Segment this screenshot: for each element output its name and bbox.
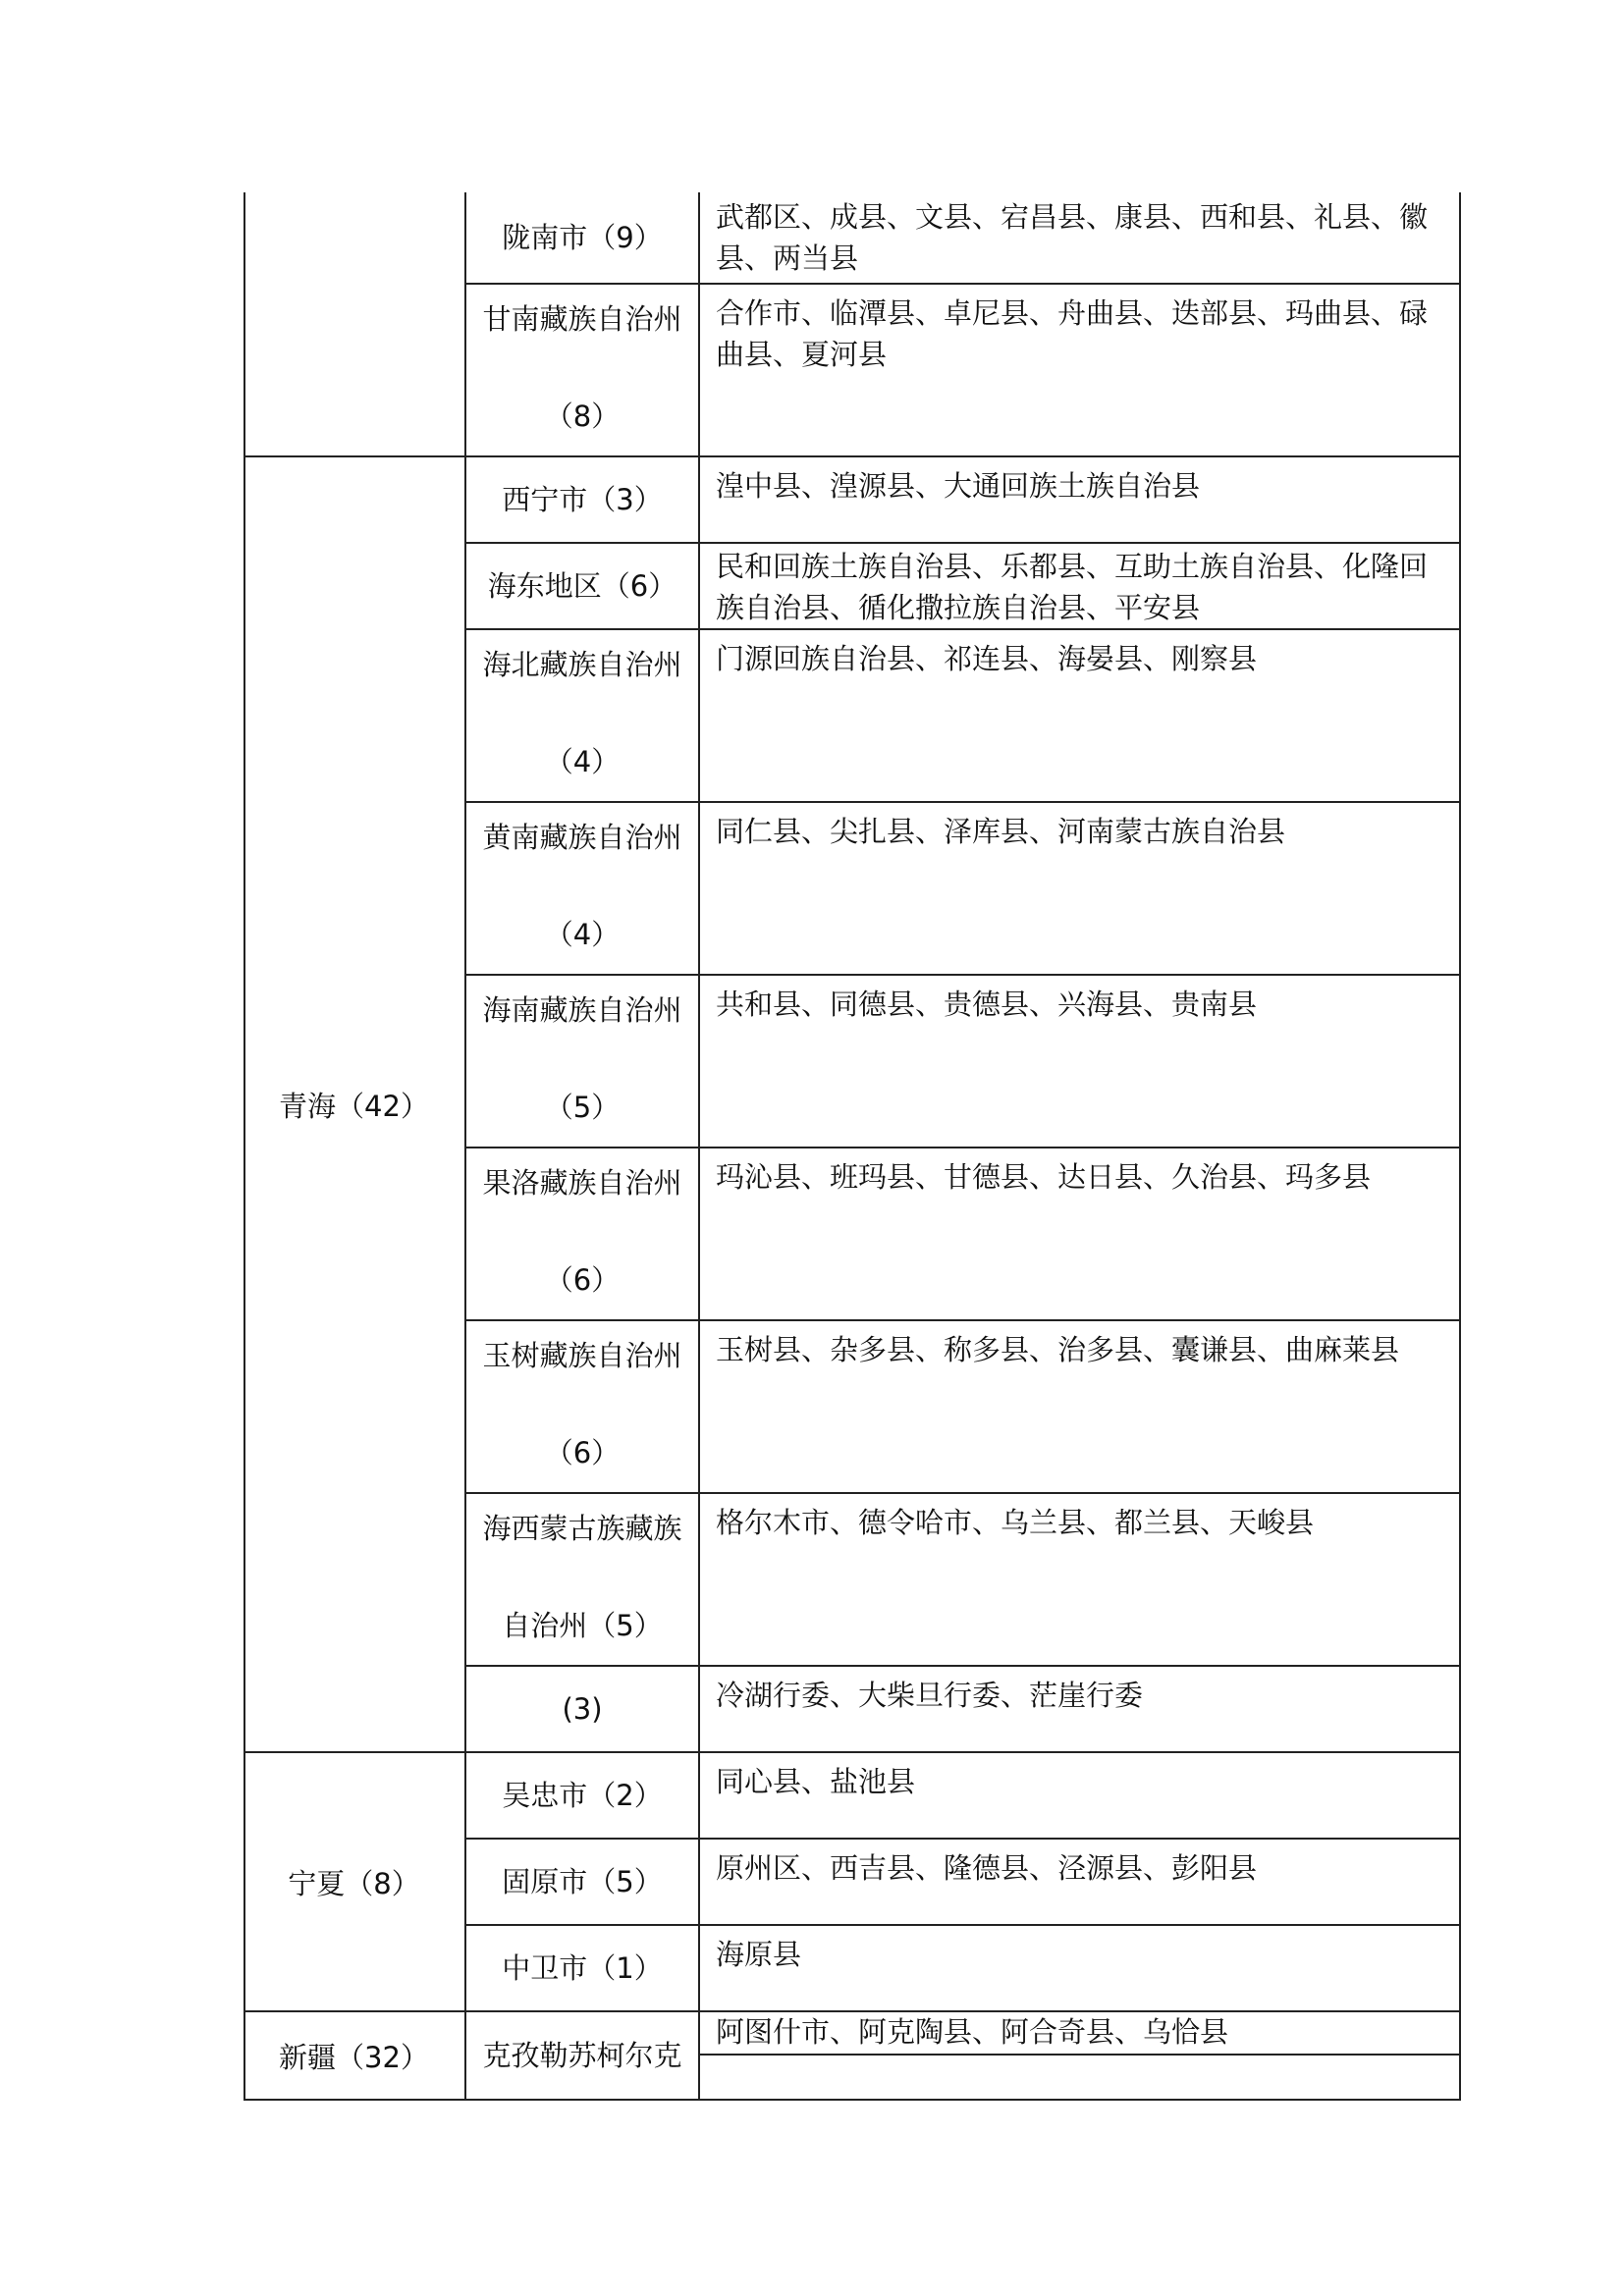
city-name: 玉树藏族自治州 xyxy=(482,1339,682,1372)
city-name: 克孜勒苏柯尔克 xyxy=(482,2038,682,2072)
city-count: （5） xyxy=(544,1091,621,1125)
counties-cell xyxy=(700,192,1459,283)
city-count: （4） xyxy=(544,745,621,779)
province-label: 青海（42） xyxy=(279,1089,429,1123)
county-list: 湟中县、湟源县、大通回族土族自治县 xyxy=(716,469,1201,503)
city-name: 海东地区（6） xyxy=(487,568,677,603)
city-cell xyxy=(466,1667,698,1751)
city-cell xyxy=(466,1148,698,1319)
county-list: 武都区、成县、文县、宕昌县、康县、西和县、礼县、徽县、两当县 xyxy=(716,200,1429,275)
county-list: 同仁县、尖扎县、泽库县、河南蒙古族自治县 xyxy=(716,815,1286,848)
city-cell xyxy=(466,1926,698,2010)
city-count: （6） xyxy=(544,1436,621,1470)
city-name: 吴忠市（2） xyxy=(502,1778,663,1812)
province-cell-ningxia xyxy=(244,1753,464,2010)
city-name: 海西蒙古族藏族 xyxy=(482,1512,682,1545)
city-cell xyxy=(466,285,698,455)
city-cell xyxy=(466,457,698,542)
city-name: 陇南市（9） xyxy=(502,220,663,254)
city-cell xyxy=(466,976,698,1147)
county-list: 民和回族土族自治县、乐都县、互助土族自治县、化隆回族自治县、循化撒拉族自治县、平安县 xyxy=(716,550,1429,624)
counties-cell xyxy=(700,1494,1459,1665)
counties-cell xyxy=(700,1753,1459,1838)
province-cell-xinjiang xyxy=(244,2012,464,2099)
counties-cell xyxy=(700,457,1459,542)
province-label: 新疆（32） xyxy=(279,2040,429,2074)
counties-cell xyxy=(700,1926,1459,2010)
county-list: 共和县、同德县、贵德县、兴海县、贵南县 xyxy=(716,988,1258,1021)
counties-cell xyxy=(700,1840,1459,1924)
county-list: 门源回族自治县、祁连县、海晏县、刚察县 xyxy=(716,642,1258,675)
county-list: 冷湖行委、大柴旦行委、茫崖行委 xyxy=(716,1679,1144,1712)
city-cell xyxy=(466,544,698,628)
county-list: 玛沁县、班玛县、甘德县、达日县、久治县、玛多县 xyxy=(716,1160,1372,1194)
counties-cell xyxy=(700,544,1459,628)
counties-cell xyxy=(700,1148,1459,1319)
city-name: 果洛藏族自治州 xyxy=(482,1166,682,1200)
city-cell xyxy=(466,1753,698,1838)
province-cell-qinghai xyxy=(244,457,464,1751)
city-cell xyxy=(466,630,698,801)
table-border-bottom xyxy=(244,2099,1461,2101)
county-list: 同心县、盐池县 xyxy=(716,1765,916,1798)
city-name: 西宁市（3） xyxy=(502,482,663,516)
county-list: 格尔木市、德令哈市、乌兰县、都兰县、天峻县 xyxy=(716,1506,1315,1539)
city-name: 甘南藏族自治州 xyxy=(482,302,682,336)
city-name: 海北藏族自治州 xyxy=(482,648,682,681)
county-list: 海原县 xyxy=(716,1938,802,1971)
counties-cell xyxy=(700,630,1459,801)
city-count: （8） xyxy=(544,400,621,434)
counties-cell xyxy=(700,803,1459,974)
counties-cell xyxy=(700,1321,1459,1492)
counties-cell xyxy=(700,285,1459,455)
city-name: 海南藏族自治州 xyxy=(482,993,682,1027)
county-list: 合作市、临潭县、卓尼县、舟曲县、迭部县、玛曲县、碌曲县、夏河县 xyxy=(716,296,1429,371)
counties-cell xyxy=(700,976,1459,1147)
counties-cell xyxy=(700,2012,1459,2054)
city-name: 固原市（5） xyxy=(502,1864,663,1898)
city-count: 自治州（5） xyxy=(502,1609,663,1643)
row-divider xyxy=(698,2054,1461,2056)
city-cell xyxy=(466,1494,698,1665)
city-count: （4） xyxy=(544,918,621,952)
province-label: 宁夏（8） xyxy=(288,1866,420,1900)
counties-cell xyxy=(700,1667,1459,1751)
city-name: (3) xyxy=(562,1691,603,1726)
county-list: 玉树县、杂多县、称多县、治多县、囊谦县、曲麻莱县 xyxy=(716,1333,1400,1366)
city-cell xyxy=(466,1321,698,1492)
city-cell xyxy=(466,192,698,283)
city-cell xyxy=(466,1840,698,1924)
city-name: 黄南藏族自治州 xyxy=(482,821,682,854)
city-name: 中卫市（1） xyxy=(502,1950,663,1985)
city-cell xyxy=(466,803,698,974)
county-list: 原州区、西吉县、隆德县、泾源县、彭阳县 xyxy=(716,1851,1258,1885)
county-list: 阿图什市、阿克陶县、阿合奇县、乌恰县 xyxy=(716,2015,1229,2049)
city-cell xyxy=(466,2012,698,2099)
city-count: （6） xyxy=(544,1263,621,1298)
